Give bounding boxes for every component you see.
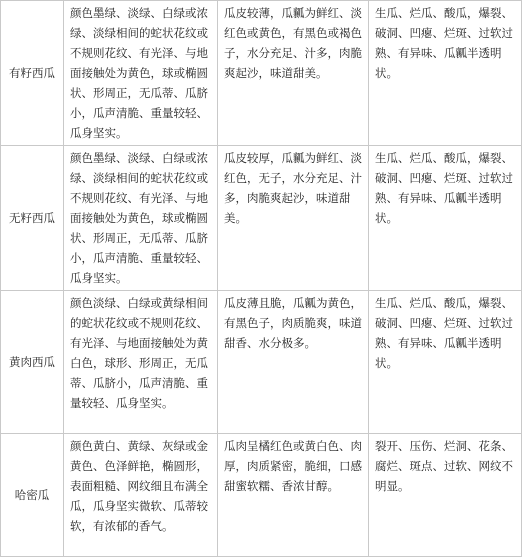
flesh-cell: 瓜皮较厚，瓜瓤为鲜红、淡红色，无子，水分充足、汁多，肉脆爽起沙，味道甜美。 [218, 146, 369, 291]
flesh-cell: 瓜肉呈橘红色或黄白色、肉厚，肉质紧密，脆细，口感甜蜜软糯、香浓甘醇。 [218, 434, 369, 557]
flesh-cell: 瓜皮较薄，瓜瓤为鲜红、淡红色或黄色，有黑色或褐色子，水分充足、汁多，肉脆爽起沙，味道甜美。 [218, 1, 369, 146]
table-row [1, 146, 522, 291]
table-row [1, 1, 522, 146]
table-row [1, 291, 522, 434]
appearance-cell: 颜色墨绿、淡绿、白绿或浓绿、淡绿相间的蛇状花纹或不规则花纹、有光泽、与地面接触处为黄色，球或椭圆状、形周正，无瓜蒂、瓜脐小，瓜声清脆、重量较轻、瓜身坚实。 [64, 146, 218, 291]
table-row [1, 434, 522, 557]
appearance-cell: 颜色墨绿、淡绿、白绿或浓绿、淡绿相间的蛇状花纹或不规则花纹、有光泽、与地面接触处为黄色，球或椭圆状、形周正，无瓜蒂、瓜脐小，瓜声清脆、重量较轻、瓜身坚实。 [64, 1, 218, 146]
defects-cell: 生瓜、烂瓜、酸瓜，爆裂、破洞、凹瘪、烂斑、过软过熟、有异味、瓜瓤半透明状。 [369, 1, 522, 146]
melon-name-cell: 无籽西瓜 [1, 146, 64, 291]
defects-cell: 生瓜、烂瓜、酸瓜，爆裂、破洞、凹瘪、烂斑、过软过熟、有异味、瓜瓤半透明状。 [369, 146, 522, 291]
defects-cell: 裂开、压伤、烂洞、花条、腐烂、斑点、过软、网纹不明显。 [369, 434, 522, 557]
flesh-cell: 瓜皮薄且脆，瓜瓤为黄色，有黑色子，肉质脆爽，味道甜香、水分极多。 [218, 291, 369, 434]
melon-name-cell: 哈密瓜 [1, 434, 64, 557]
appearance-cell: 颜色淡绿、白绿或黄绿相间的蛇状花纹或不规则花纹、有光泽、与地面接触处为黄白色，球形、形周正，无瓜蒂、瓜脐小，瓜声清脆、重量较轻、瓜身坚实。 [64, 291, 218, 434]
appearance-cell: 颜色黄白、黄绿、灰绿或金黄色、色泽鲜艳，椭圆形，表面粗糙、网纹细且布满全瓜，瓜身坚实微软、瓜蒂较软，有浓郁的香气。 [64, 434, 218, 557]
melon-name-cell: 黄肉西瓜 [1, 291, 64, 434]
defects-cell: 生瓜、烂瓜、酸瓜，爆裂、破洞、凹瘪、烂斑、过软过熟、有异味、瓜瓤半透明状。 [369, 291, 522, 434]
melon-name-cell: 有籽西瓜 [1, 1, 64, 146]
